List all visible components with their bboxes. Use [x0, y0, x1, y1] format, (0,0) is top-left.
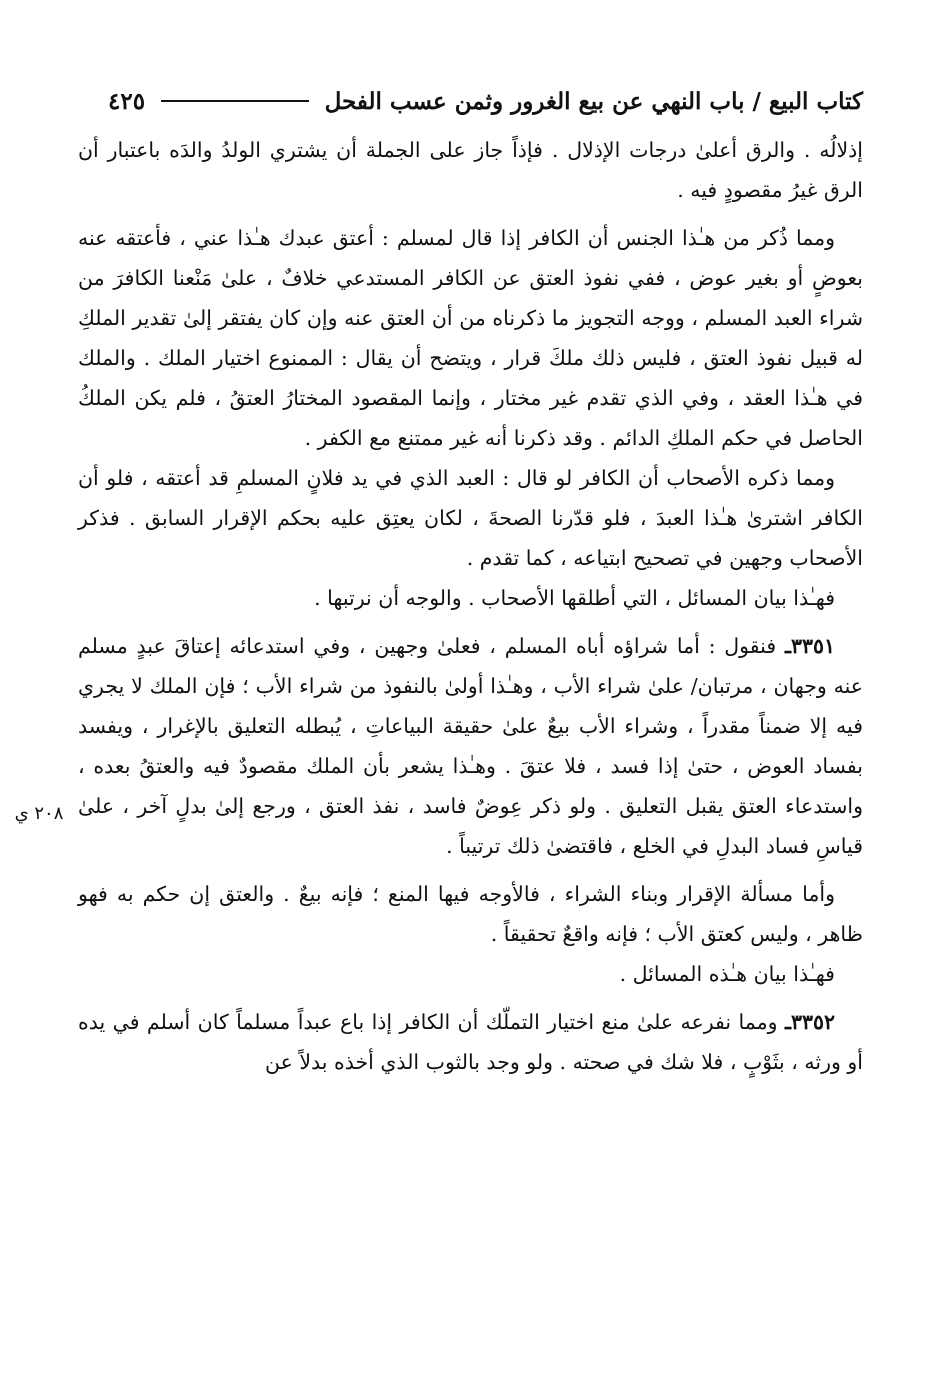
margin-note: ٢٠٨ ي [14, 803, 64, 824]
paragraph-number: ٣٣٥١ـ [784, 634, 835, 658]
paragraph-text: ومما ذُكر من هـٰذا الجنس أن الكافر إذا قال لمسلم : أعتق عبدك هـٰذا عني ، فأعتقه عنه بعوضٍ أو بغير عوض ، ففي نفوذ العتق عن الكافر المستدعي خلافٌ ، علىٰ مَنْعنا الكافرَ من شراء العبد المسلم ، ووجه التجويز ما ذكرناه من أن العتق عنه وإن كان يفتقر إلىٰ تقدير الملكِ له قبيل نفوذ العتق ، فليس ذلك ملكَ قرار ، ويتضح أن يقال : الممنوع اختيار الملك . والملك في هـٰذا العقد ، وفي الذي تقدم غير مختار ، وإنما المقصود المختارُ العتقُ ، فلم يكن الملكُ الحاصل في حكم الملكِ الدائم . وقد ذكرنا أنه غير ممتنع مع الكفر . [78, 226, 863, 450]
paragraph [78, 458, 863, 578]
body-text [78, 130, 863, 1082]
paragraph [78, 218, 863, 458]
running-header [108, 84, 863, 118]
numbered-paragraph [78, 1002, 863, 1082]
paragraph-number: ٣٣٥٢ـ [784, 1010, 835, 1034]
paragraph-continuation [78, 130, 863, 210]
page-number: ٤٢٥ [108, 87, 146, 115]
paragraph-text: ومما نفرعه علىٰ منع اختيار التملّك أن الكافر إذا باع عبداً مسلماً كان أسلم في يده أو ورثه ، بثَوْبٍ ، فلا شك في صحته . ولو وجد بالثوب الذي أخذه بدلاً عن [78, 1010, 863, 1074]
header-title: كتاب البيع / باب النهي عن بيع الغرور وثمن عسب الفحل [324, 87, 863, 115]
header-rule [161, 100, 309, 102]
paragraph-text: ومما ذكره الأصحاب أن الكافر لو قال : العبد الذي في يد فلانٍ المسلمِ قد أعتقه ، فلو أن الكافر اشترىٰ هـٰذا العبدَ ، فلو قدّرنا الصحةَ ، لكان يعتِق عليه بحكم الإقرار السابق . فذكر الأصحاب وجهين في تصحيح ابتياعه ، كما تقدم . [78, 466, 863, 570]
paragraph-text: إذلالُه . والرق أعلىٰ درجات الإذلال . فإذاً جاز على الجملة أن يشتري الولدُ والدَه باعتبار أن الرق غيرُ مقصودٍ فيه . [78, 138, 863, 202]
paragraph-text: فهـٰذا بيان المسائل ، التي أطلقها الأصحاب . والوجه أن نرتبها . [314, 586, 835, 610]
numbered-paragraph [78, 626, 863, 866]
paragraph-text: فهـٰذا بيان هـٰذه المسائل . [619, 962, 835, 986]
paragraph [78, 954, 863, 994]
paragraph-text: فنقول : أما شراؤه أباه المسلم ، فعلىٰ وجهين ، وفي استدعائه إعتاقَ عبدٍ مسلم عنه وجهان ، مرتبان/ علىٰ شراء الأب ، وهـٰذا أولىٰ بالنفوذ من شراء الأب ؛ فإن الملك لا يجري فيه إلا ضمناً مقدراً ، وشراء الأب بيعٌ علىٰ حقيقة البياعاتِ ، يُبطله التعليق بالإغرار ، ويفسد بفساد العوض ، حتىٰ إذا فسد ، فلا عتقَ . وهـٰذا يشعر بأن الملك مقصودٌ فيه والعتقُ بعده ، واستدعاء العتق يقبل التعليق . ولو ذكر عِوضٌ فاسد ، نفذ العتق ، ورجع إلىٰ بدلٍ آخر ، علىٰ قياسِ فساد البدلِ في الخلع ، فاقتضىٰ ذلك ترتيباً . [78, 634, 863, 858]
paragraph [78, 578, 863, 618]
paragraph [78, 874, 863, 954]
paragraph-text: وأما مسألة الإقرار وبناء الشراء ، فالأوجه فيها المنع ؛ فإنه بيعٌ . والعتق إن حكم به فهو ظاهر ، وليس كعتق الأب ؛ فإنه واقعٌ تحقيقاً . [78, 882, 863, 946]
